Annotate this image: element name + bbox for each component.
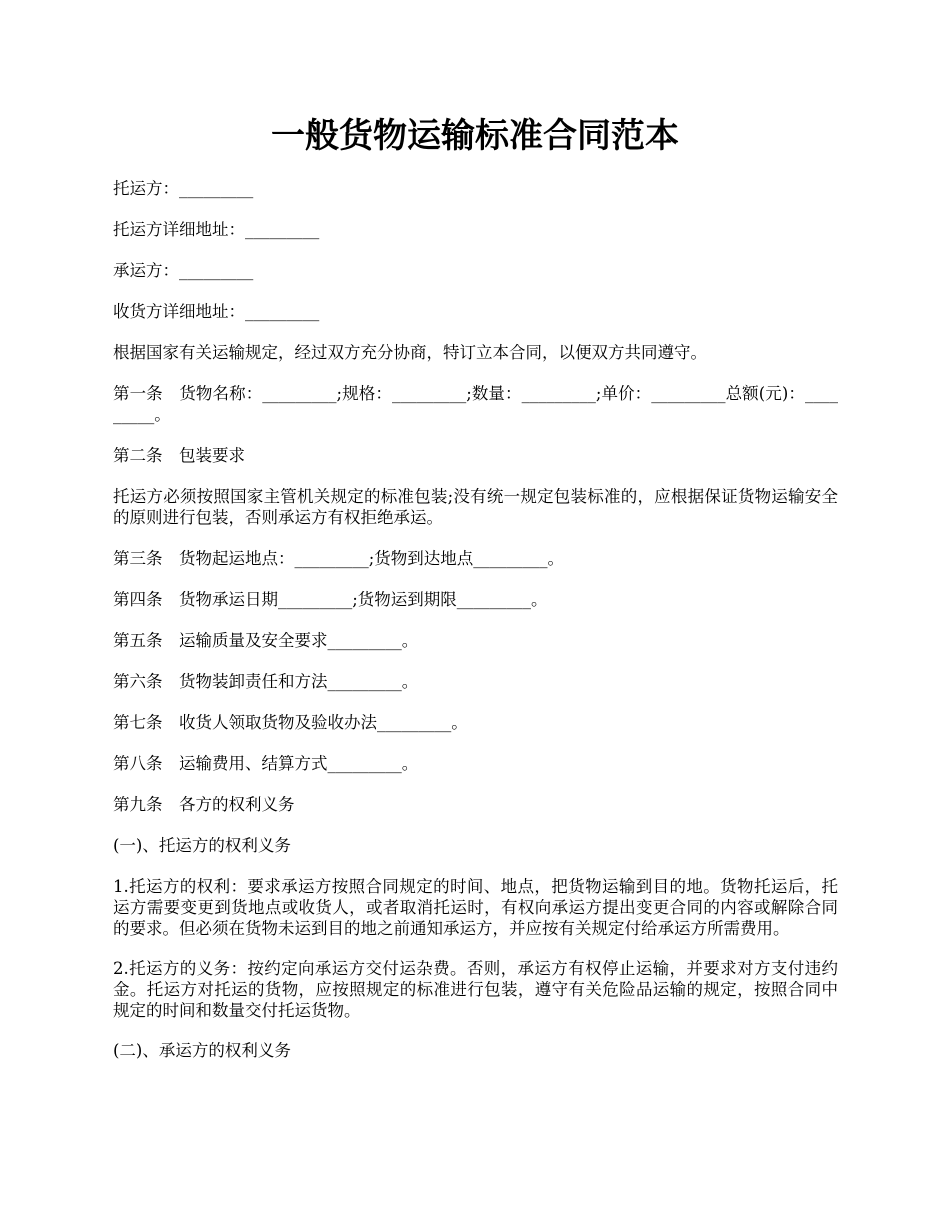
document-body xyxy=(113,178,838,1081)
article-2-heading: 第二条 包装要求 xyxy=(113,446,245,465)
shipper-line: 托运方：_________ xyxy=(113,179,254,198)
article-9-heading: 第九条 各方的权利义务 xyxy=(113,795,295,814)
consignee-address-line: 收货方详细地址：_________ xyxy=(113,302,320,321)
article-3-locations: 第三条 货物起运地点：_________;货物到达地点_________。 xyxy=(113,549,565,568)
article-5-quality: 第五条 运输质量及安全要求_________。 xyxy=(113,631,419,650)
section-2-heading: (二)、承运方的权利义务 xyxy=(113,1041,291,1060)
article-7-receipt: 第七条 收货人领取货物及验收办法_________。 xyxy=(113,713,468,732)
article-6-loading: 第六条 货物装卸责任和方法_________。 xyxy=(113,672,419,691)
shipper-address-line: 托运方详细地址：_________ xyxy=(113,220,320,239)
shipper-rights-paragraph: 1.托运方的权利：要求承运方按照合同规定的时间、地点，把货物运输到目的地。货物托运后，托运方需要变更到货地点或收货人，或者取消托运时，有权向承运方提出变更合同的内容或解除合同的要求。但必须在货物未运到目的地之前通知承运方，并应按有关规定付给承运方所需费用。 xyxy=(113,877,838,938)
section-1-heading: (一)、托运方的权利义务 xyxy=(113,836,291,855)
preamble-paragraph: 根据国家有关运输规定，经过双方充分协商，特订立本合同，以便双方共同遵守。 xyxy=(113,343,707,362)
shipper-duties-paragraph: 2.托运方的义务：按约定向承运方交付运杂费。否则，承运方有权停止运输，并要求对方支付违约金。托运方对托运的货物，应按照规定的标准进行包装，遵守有关危险品运输的规定，按照合同中规定的时间和数量交付托运货物。 xyxy=(113,959,838,1020)
article-4-dates: 第四条 货物承运日期_________;货物运到期限_________。 xyxy=(113,590,548,609)
document-title: 一般货物运输标准合同范本 xyxy=(271,116,679,156)
article-8-fees: 第八条 运输费用、结算方式_________。 xyxy=(113,754,419,773)
carrier-line: 承运方：_________ xyxy=(113,261,254,280)
article-2-packaging-text: 托运方必须按照国家主管机关规定的标准包装;没有统一规定包装标准的，应根据保证货物运输安全的原则进行包装，否则承运方有权拒绝承运。 xyxy=(113,487,838,527)
article-1-goods: 第一条 货物名称：_________;规格：_________;数量：_________;单价：_________总额(元)：_________。 xyxy=(113,384,838,424)
